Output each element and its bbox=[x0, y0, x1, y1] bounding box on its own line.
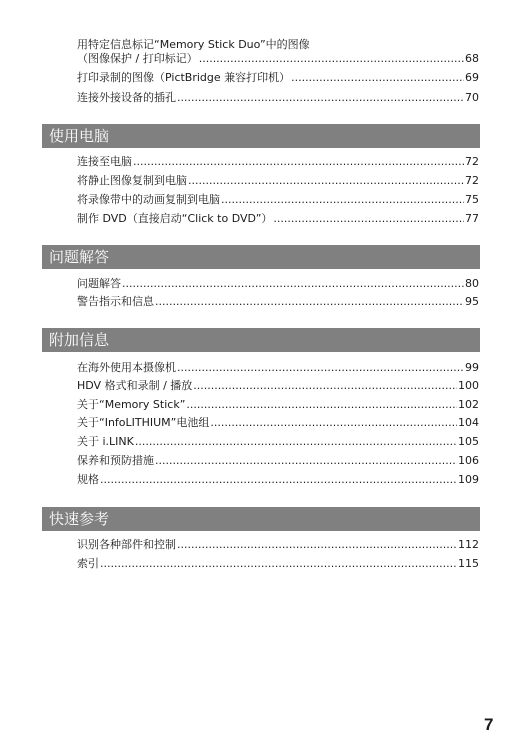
dot-leader bbox=[155, 295, 464, 309]
dot-leader bbox=[186, 398, 457, 412]
section-header-quick-reference: 快速参考 bbox=[42, 507, 480, 531]
toc-entry-page: 95 bbox=[465, 295, 479, 308]
toc-entry[interactable] bbox=[77, 174, 479, 188]
toc-entry[interactable] bbox=[77, 295, 479, 309]
toc-entry-title: 在海外使用本摄像机 bbox=[77, 361, 176, 374]
toc-entry[interactable] bbox=[77, 454, 479, 468]
toc-entry[interactable] bbox=[77, 277, 479, 291]
toc-entry-page: 115 bbox=[458, 557, 479, 570]
dot-leader bbox=[273, 212, 464, 226]
toc-entry[interactable] bbox=[77, 473, 479, 487]
toc-entry-title: HDV 格式和录制 / 播放 bbox=[77, 379, 193, 392]
toc-entry[interactable] bbox=[77, 416, 479, 430]
toc-entry-page: 100 bbox=[458, 379, 479, 392]
toc-entry-title: 将录像带中的动画复制到电脑 bbox=[77, 193, 220, 206]
toc-entry-title: 关于 i.LINK bbox=[77, 435, 134, 448]
toc-entry-title: 识别各种部件和控制 bbox=[77, 538, 176, 551]
toc-entry-title: 警告指示和信息 bbox=[77, 295, 154, 308]
dot-leader bbox=[100, 473, 457, 487]
dot-leader bbox=[199, 52, 464, 66]
toc-entry[interactable] bbox=[77, 361, 479, 375]
dot-leader bbox=[133, 155, 464, 169]
toc-entry-title: 关于“InfoLITHIUM”电池组 bbox=[77, 416, 210, 429]
toc-entry-title-line1: 用特定信息标记“Memory Stick Duo”中的图像 bbox=[77, 38, 310, 51]
toc-entry-title: 保养和预防措施 bbox=[77, 454, 154, 467]
toc-entry-title: 关于“Memory Stick” bbox=[77, 398, 186, 411]
dot-leader bbox=[177, 538, 457, 552]
toc-entry-page: 69 bbox=[465, 71, 479, 84]
toc-entry-image-protect[interactable] bbox=[77, 38, 479, 66]
toc-entry-page: 72 bbox=[465, 155, 479, 168]
toc-entry-pictbridge[interactable] bbox=[77, 71, 479, 85]
toc-entry-page: 77 bbox=[465, 212, 479, 225]
dot-leader bbox=[193, 379, 457, 393]
toc-entry-page: 112 bbox=[458, 538, 479, 551]
toc-entry-page: 68 bbox=[465, 52, 479, 65]
dot-leader bbox=[291, 71, 464, 85]
toc-entry-page: 109 bbox=[458, 473, 479, 486]
toc-entry-title: 连接至电脑 bbox=[77, 155, 132, 168]
section-header-troubleshooting: 问题解答 bbox=[42, 245, 480, 269]
toc-entry[interactable] bbox=[77, 557, 479, 571]
toc-entry-page: 75 bbox=[465, 193, 479, 206]
toc-entry-title: 规格 bbox=[77, 473, 99, 486]
dot-leader bbox=[100, 557, 457, 571]
toc-entry-page: 102 bbox=[458, 398, 479, 411]
toc-entry[interactable] bbox=[77, 212, 479, 226]
dot-leader bbox=[155, 454, 457, 468]
toc-entry-title: 问题解答 bbox=[77, 277, 121, 290]
toc-entry-page: 104 bbox=[458, 416, 479, 429]
toc-entry-page: 99 bbox=[465, 361, 479, 374]
toc-entry[interactable] bbox=[77, 398, 479, 412]
dot-leader bbox=[135, 435, 457, 449]
dot-leader bbox=[177, 361, 464, 375]
dot-leader bbox=[122, 277, 464, 291]
toc-entry-page: 105 bbox=[458, 435, 479, 448]
dot-leader bbox=[177, 91, 464, 105]
toc-entry-page: 70 bbox=[465, 91, 479, 104]
toc-entry-page: 106 bbox=[458, 454, 479, 467]
toc-entry-page: 80 bbox=[465, 277, 479, 290]
toc-entry[interactable] bbox=[77, 379, 479, 393]
toc-entry-title: 索引 bbox=[77, 557, 99, 570]
toc-entry[interactable] bbox=[77, 538, 479, 552]
toc-entry-page: 72 bbox=[465, 174, 479, 187]
section-header-computer: 使用电脑 bbox=[42, 124, 480, 148]
dot-leader bbox=[188, 174, 464, 188]
toc-entry-title-line2: （图像保护 / 打印标记） bbox=[77, 52, 198, 65]
toc-entry-external-jacks[interactable] bbox=[77, 91, 479, 105]
toc-entry-title: 连接外接设备的插孔 bbox=[77, 91, 176, 104]
page-number: 7 bbox=[484, 715, 494, 734]
toc-entry-title: 制作 DVD（直接启动“Click to DVD”） bbox=[77, 212, 273, 225]
toc-entry[interactable] bbox=[77, 193, 479, 207]
dot-leader bbox=[221, 193, 464, 207]
toc-entry-title: 将静止图像复制到电脑 bbox=[77, 174, 187, 187]
toc-entry[interactable] bbox=[77, 155, 479, 169]
toc-entry-title: 打印录制的图像（PictBridge 兼容打印机） bbox=[77, 71, 291, 84]
dot-leader bbox=[210, 416, 457, 430]
section-header-additional-info: 附加信息 bbox=[42, 328, 480, 352]
toc-entry[interactable] bbox=[77, 435, 479, 449]
